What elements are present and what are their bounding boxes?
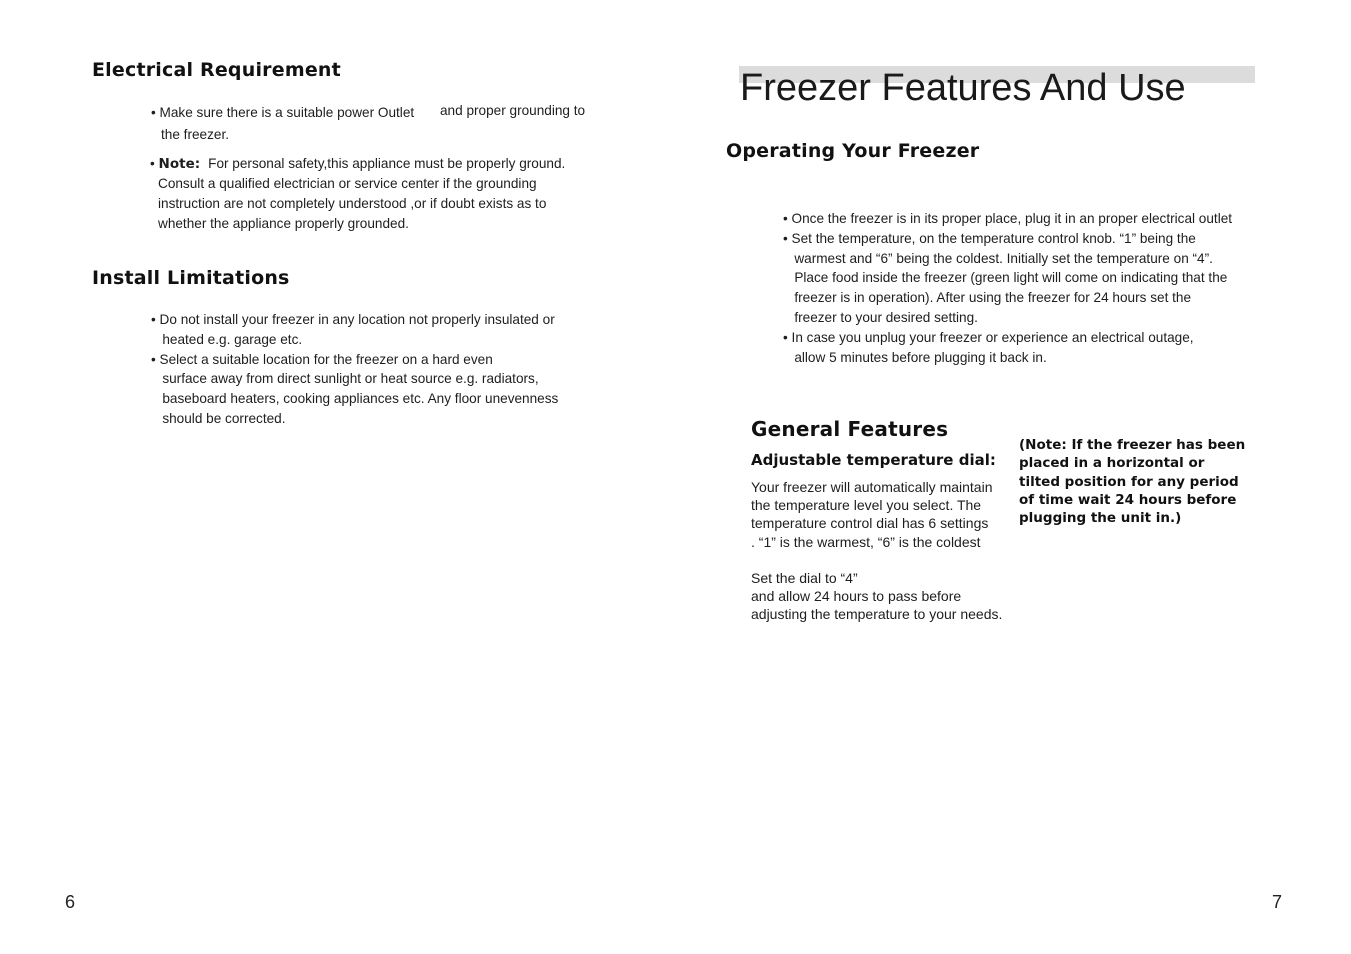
electrical-note-line-2: Consult a qualified electrician or service center if the grounding bbox=[158, 176, 537, 191]
dial-description-line: Your freezer will automatically maintain bbox=[751, 479, 993, 495]
operating-line: allow 5 minutes before plugging it back in. bbox=[783, 349, 1047, 365]
general-features-heading: General Features bbox=[751, 417, 949, 441]
operating-line: freezer is in operation). After using the freezer for 24 hours set the bbox=[783, 290, 1192, 306]
adjustable-temperature-dial-subheading: Adjustable temperature dial: bbox=[751, 451, 996, 469]
electrical-bullet-1-part-a: • Make sure there is a suitable power Outlet bbox=[151, 105, 415, 120]
dial-instruction-line: Set the dial to “4” bbox=[751, 570, 858, 586]
operating-line: • Set the temperature, on the temperature control knob. “1” being the bbox=[783, 230, 1196, 246]
dial-description-line: . “1” is the warmest, “6” is the coldest bbox=[751, 533, 981, 550]
install-line: should be corrected. bbox=[151, 410, 286, 426]
dial-instruction-line: adjusting the temperature to your needs. bbox=[751, 606, 1003, 623]
operating-line: freezer to your desired setting. bbox=[783, 309, 978, 325]
page-number-left: 6 bbox=[65, 892, 76, 912]
electrical-note-line-4: whether the appliance properly grounded. bbox=[158, 216, 409, 231]
note-line: tilted position for any period bbox=[1019, 473, 1239, 490]
horizontal-position-note bbox=[1019, 436, 1245, 527]
note-line: (Note: If the freezer has been bbox=[1019, 437, 1246, 453]
page-number-right: 7 bbox=[1272, 892, 1283, 912]
electrical-bullet-1-part-b: and proper grounding to bbox=[440, 103, 586, 118]
dial-description-line: the temperature level you select. The bbox=[751, 497, 982, 514]
operating-line: warmest and “6” being the coldest. Initially set the temperature on “4”. bbox=[783, 250, 1213, 266]
dial-instructions bbox=[751, 569, 1002, 624]
install-limitations-heading: Install Limitations bbox=[92, 267, 290, 289]
note-line: placed in a horizontal or bbox=[1019, 455, 1205, 472]
note-label: Note: bbox=[158, 156, 201, 172]
electrical-note-line-3: instruction are not completely understood ,or if doubt exists as to bbox=[158, 196, 547, 211]
operating-line: Place food inside the freezer (green light will come on indicating that the bbox=[783, 270, 1228, 286]
install-limitations-list bbox=[151, 310, 558, 429]
note-text-1: For personal safety,this appliance must be properly ground. bbox=[208, 156, 566, 171]
dial-description bbox=[751, 478, 992, 551]
dial-description-line: temperature control dial has 6 settings bbox=[751, 515, 989, 532]
operating-line: • Once the freezer is in its proper place, plug it in an proper electrical outlet bbox=[783, 211, 1233, 226]
electrical-note-line-1 bbox=[150, 154, 565, 175]
install-line: • Do not install your freezer in any location not properly insulated or bbox=[151, 312, 555, 327]
note-bullet: • bbox=[150, 156, 159, 171]
operating-line: • In case you unplug your freezer or experience an electrical outage, bbox=[783, 329, 1194, 345]
install-line: • Select a suitable location for the freezer on a hard even bbox=[151, 351, 493, 367]
dial-instruction-line: and allow 24 hours to pass before bbox=[751, 588, 962, 605]
electrical-bullet-1-line-2: the freezer. bbox=[161, 127, 230, 142]
install-line: heated e.g. garage etc. bbox=[151, 331, 303, 347]
operating-list bbox=[783, 209, 1232, 367]
note-line: of time wait 24 hours before bbox=[1019, 491, 1237, 508]
operating-your-freezer-heading: Operating Your Freezer bbox=[726, 140, 980, 162]
install-line: surface away from direct sunlight or heat source e.g. radiators, bbox=[151, 371, 539, 387]
electrical-requirement-heading: Electrical Requirement bbox=[92, 59, 341, 81]
page-title: Freezer Features And Use bbox=[740, 67, 1186, 109]
note-line: plugging the unit in.) bbox=[1019, 510, 1182, 527]
install-line: baseboard heaters, cooking appliances etc. Any floor unevenness bbox=[151, 391, 559, 407]
